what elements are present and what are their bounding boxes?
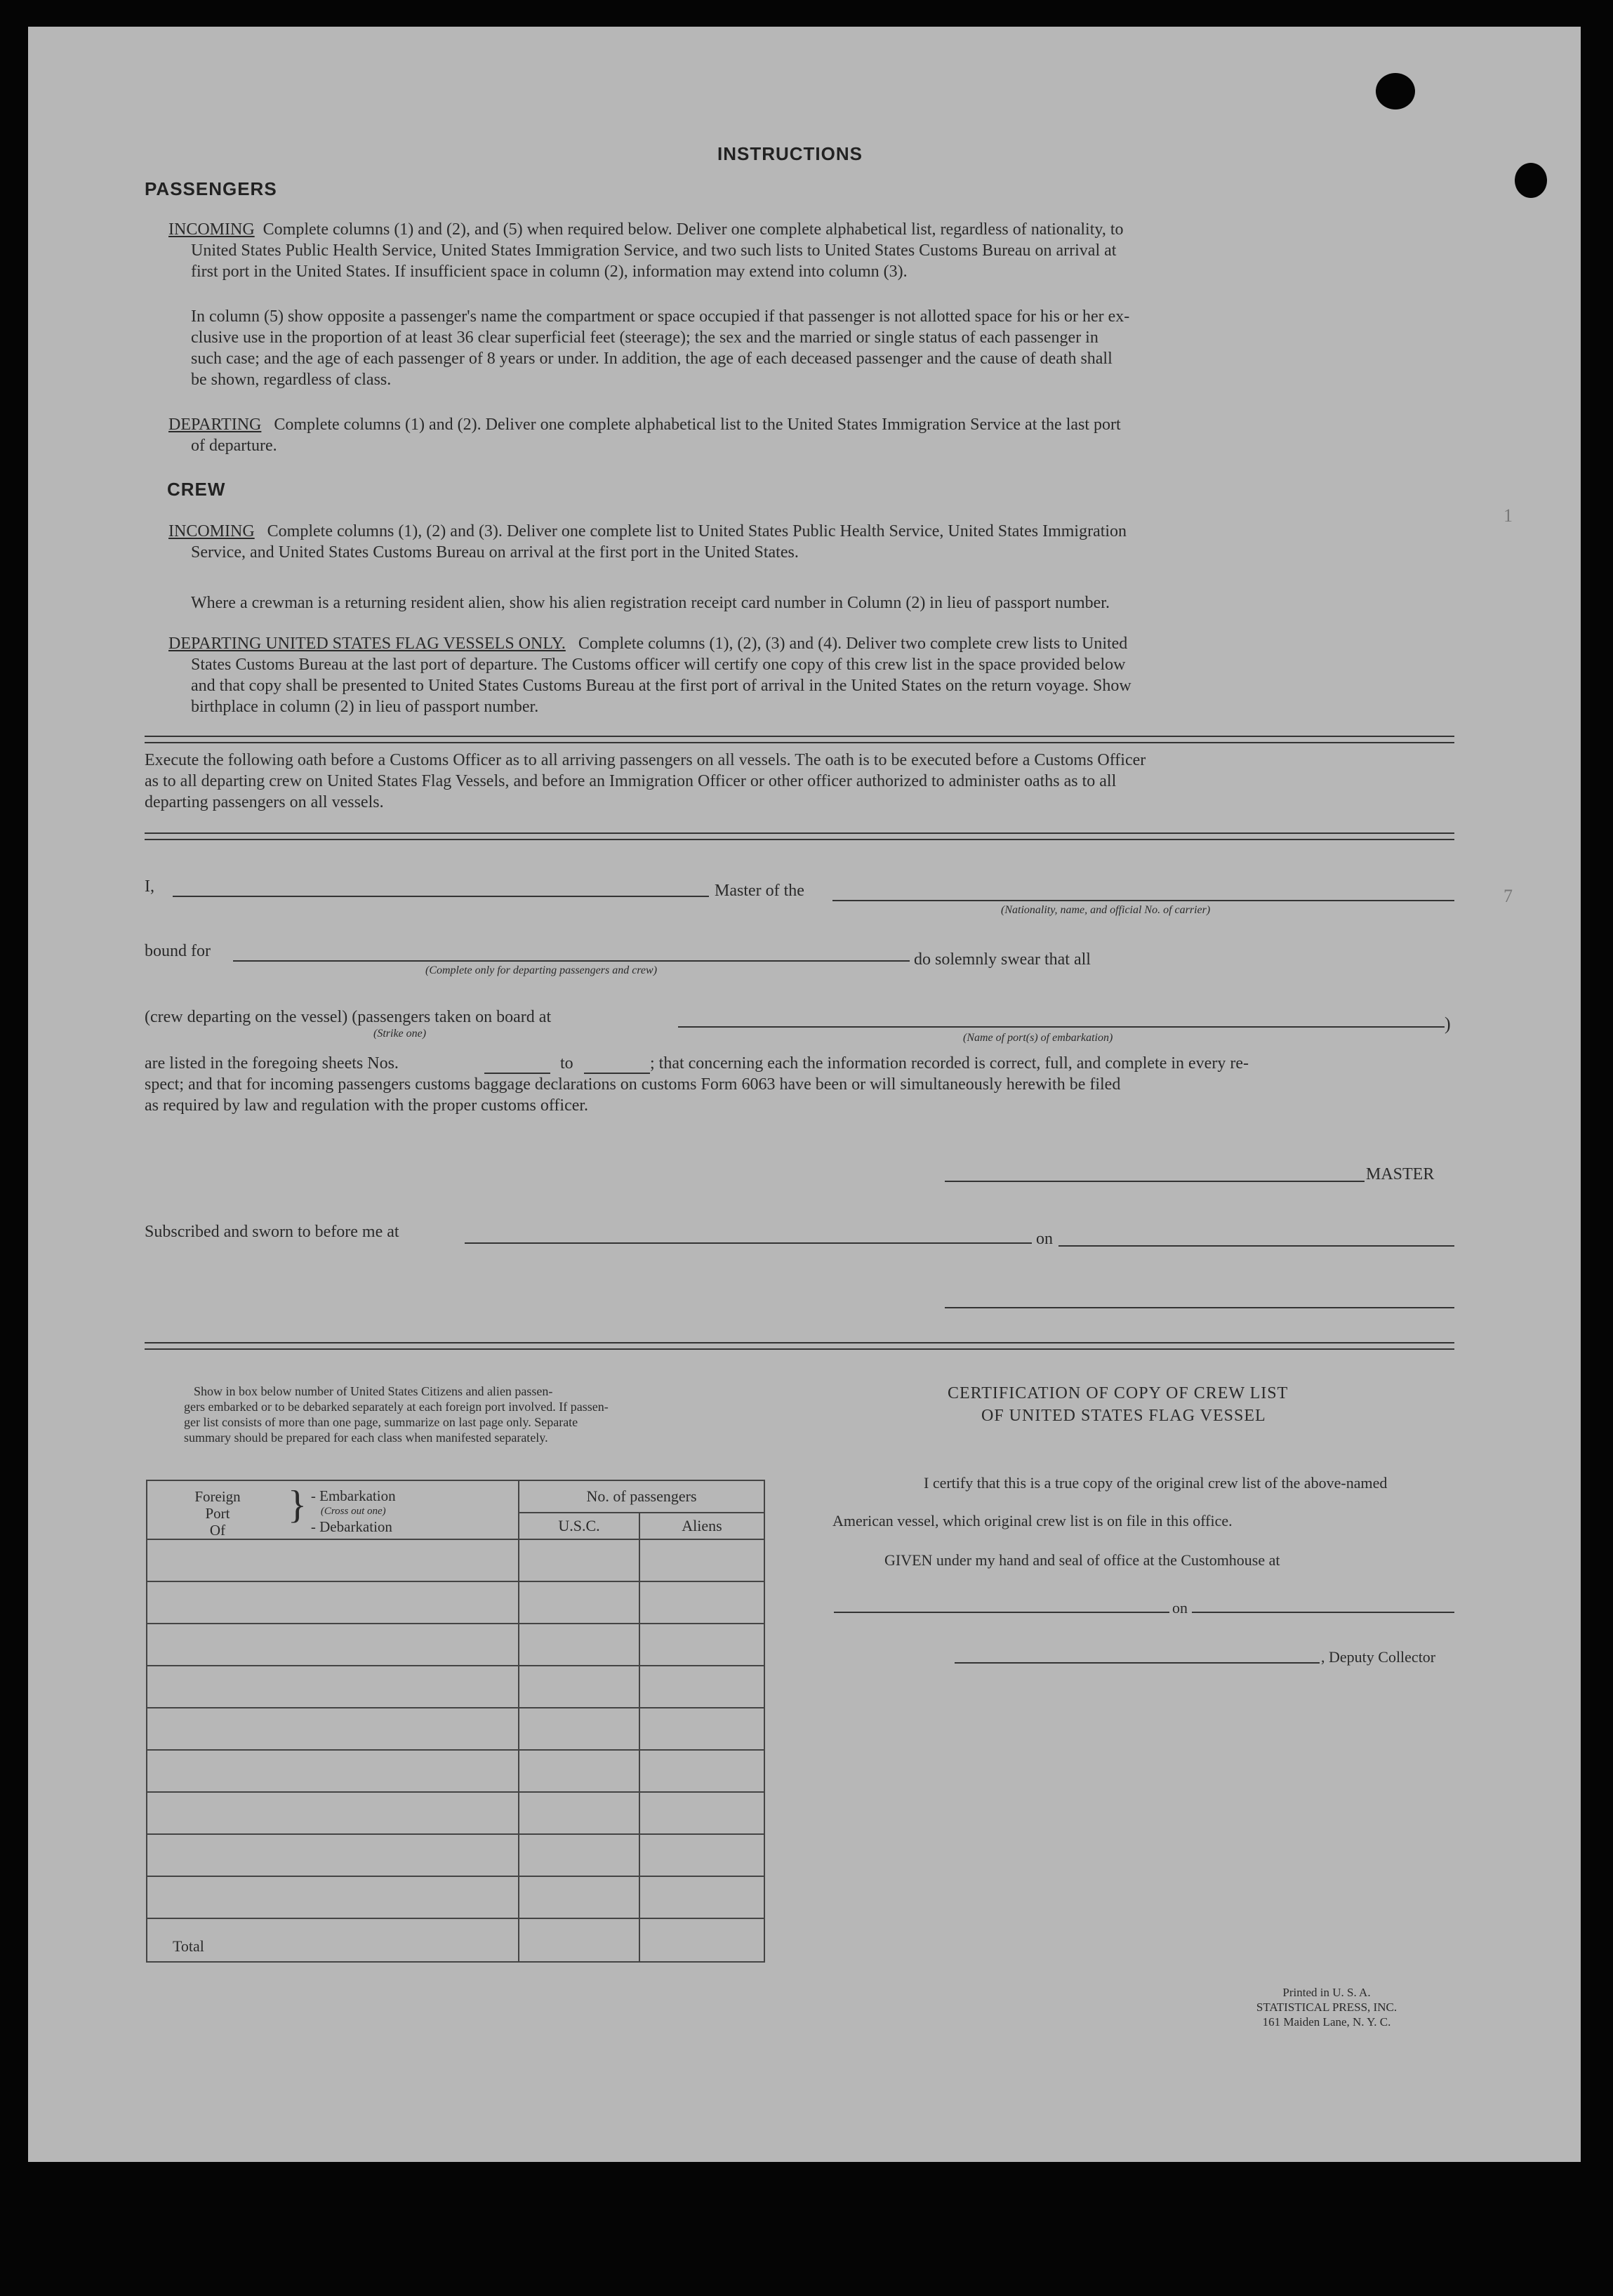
- certification-title-2: OF UNITED STATES FLAG VESSEL: [981, 1407, 1266, 1425]
- usc-cell[interactable]: [519, 1708, 639, 1750]
- port-cell[interactable]: [147, 1750, 519, 1792]
- passengers-incoming-label: INCOMING: [168, 220, 255, 239]
- listed-text-3: as required by law and regulation with the proper customs officer.: [145, 1096, 589, 1115]
- foreign-port-header: [147, 1480, 519, 1539]
- aliens-cell[interactable]: [639, 1708, 764, 1750]
- passengers-departing-label: DEPARTING: [168, 416, 262, 434]
- aliens-cell[interactable]: [639, 1834, 764, 1876]
- printer-imprint: [1221, 1985, 1432, 2029]
- bleed-mark: 1: [1504, 505, 1513, 526]
- crew-departing-section: [168, 635, 1127, 653]
- no-of-passengers-header: No. of passengers: [519, 1480, 764, 1513]
- aliens-cell[interactable]: [639, 1792, 764, 1834]
- bound-for-field[interactable]: [233, 960, 910, 962]
- bleed-mark: 7: [1504, 886, 1513, 906]
- usc-cell[interactable]: [519, 1834, 639, 1876]
- double-rule: [145, 1342, 1454, 1350]
- aliens-cell[interactable]: [639, 1666, 764, 1708]
- master-name-field[interactable]: [173, 896, 709, 897]
- certification-on-label: on: [1172, 1599, 1188, 1617]
- aliens-header: Aliens: [639, 1513, 764, 1539]
- column5-text-3: such case; and the age of each passenger of 8 years or under. In addition, the age of each deceased passenger and the cause of death shall: [191, 350, 1113, 368]
- listed-text-b: ; that concerning each the information recorded is correct, full, and complete in every re-: [650, 1054, 1249, 1073]
- embarkation-label: - Embarkation: [310, 1487, 396, 1504]
- listed-to-label: to: [560, 1054, 573, 1073]
- passengers-departing-section: [168, 416, 1121, 434]
- deputy-signature-field[interactable]: [955, 1662, 1320, 1664]
- crew-departing-label: DEPARTING UNITED STATES FLAG VESSELS ONLY.: [168, 635, 566, 653]
- certify-text-2: American vessel, which original crew list is on file in this office.: [832, 1512, 1233, 1529]
- subscribed-on-label: on: [1036, 1230, 1053, 1248]
- deputy-collector-label: , Deputy Collector: [1321, 1648, 1436, 1666]
- printer-line-2: STATISTICAL PRESS, INC.: [1256, 2000, 1398, 2014]
- column5-text-2: clusive use in the proportion of at least 36 clear superficial feet (steerage); the sex and the married or single status of each passenger in: [191, 329, 1098, 347]
- listed-text-a: are listed in the foregoing sheets Nos.: [145, 1054, 399, 1073]
- oath-intro-3: departing passengers on all vessels.: [145, 793, 384, 811]
- usc-cell[interactable]: [519, 1792, 639, 1834]
- crew-resident-text: Where a crewman is a returning resident alien, show his alien registration receipt card number in Column (2) in lieu of passport number.: [191, 594, 1110, 612]
- crew-incoming-text-2: Service, and United States Customs Bureau on arrival at the first port in the United States.: [191, 543, 799, 562]
- ports-field[interactable]: [678, 1026, 1445, 1028]
- punch-hole: [1376, 73, 1415, 110]
- usc-cell[interactable]: [519, 1876, 639, 1918]
- subscribed-label: Subscribed and sworn to before me at: [145, 1223, 399, 1241]
- of-label: Of: [209, 1522, 226, 1539]
- close-paren: ): [1445, 1014, 1451, 1034]
- crew-departing-text-2: States Customs Bureau at the last port of departure. The Customs officer will certify one copy of this crew list in the space provided below: [191, 656, 1126, 674]
- bound-for-label: bound for: [145, 942, 211, 960]
- summary-note-2: gers embarked or to be debarked separately at each foreign port involved. If passen-: [184, 1400, 609, 1414]
- crew-departing-text-4: birthplace in column (2) in lieu of passport number.: [191, 698, 539, 716]
- master-signature-field[interactable]: [945, 1181, 1365, 1182]
- summary-note-4: summary should be prepared for each class when manifested separately.: [184, 1431, 548, 1445]
- port-label: Port: [205, 1505, 230, 1522]
- port-cell[interactable]: [147, 1666, 519, 1708]
- port-cell[interactable]: [147, 1834, 519, 1876]
- carrier-caption: (Nationality, name, and official No. of carrier): [1001, 904, 1211, 916]
- aliens-cell[interactable]: [639, 1876, 764, 1918]
- master-of-the-label: Master of the: [715, 882, 804, 900]
- double-rule: [145, 832, 1454, 840]
- usc-cell[interactable]: [519, 1581, 639, 1624]
- customhouse-field[interactable]: [834, 1612, 1169, 1613]
- port-cell[interactable]: [147, 1539, 519, 1581]
- certification-title-1: CERTIFICATION OF COPY OF CREW LIST: [948, 1384, 1289, 1402]
- passengers-heading: PASSENGERS: [145, 178, 277, 199]
- printer-line-3: 161 Maiden Lane, N. Y. C.: [1262, 2015, 1391, 2029]
- certify-text-1: I certify that this is a true copy of the original crew list of the above-named: [924, 1474, 1388, 1492]
- crew-incoming-text-1: Complete columns (1), (2) and (3). Deliver one complete list to United States Public Health Service, United States Immigration: [267, 522, 1127, 540]
- sheet-from-field[interactable]: [484, 1073, 550, 1074]
- port-cell[interactable]: [147, 1624, 519, 1666]
- crew-departing-text-1: Complete columns (1), (2), (3) and (4). Deliver two complete crew lists to United: [578, 635, 1128, 653]
- oath-i-label: I,: [145, 877, 154, 896]
- total-label-cell: [147, 1918, 519, 1962]
- passengers-incoming-text-3: first port in the United States. If insufficient space in column (2), information may extend into column (3).: [191, 263, 908, 281]
- given-text: GIVEN under my hand and seal of office at the Customhouse at: [884, 1551, 1280, 1569]
- column5-text-1: In column (5) show opposite a passenger's name the compartment or space occupied if that passenger is not allotted space for his or her ex-: [191, 307, 1130, 326]
- oath-intro-1: Execute the following oath before a Customs Officer as to all arriving passengers on all vessels. The oath is to be executed before a Customs Officer: [145, 751, 1146, 769]
- port-cell[interactable]: [147, 1876, 519, 1918]
- printer-line-1: Printed in U. S. A.: [1282, 1986, 1371, 1999]
- port-cell[interactable]: [147, 1581, 519, 1624]
- column5-text-4: be shown, regardless of class.: [191, 371, 392, 389]
- summary-note-1: Show in box below number of United States Citizens and alien passen-: [194, 1384, 553, 1398]
- aliens-cell[interactable]: [639, 1581, 764, 1624]
- crew-incoming-label: INCOMING: [168, 522, 255, 540]
- debarkation-label: - Debarkation: [310, 1518, 392, 1535]
- port-cell[interactable]: [147, 1708, 519, 1750]
- usc-cell[interactable]: [519, 1624, 639, 1666]
- brace-icon: }: [288, 1483, 307, 1527]
- passenger-summary-table: [146, 1480, 765, 1963]
- usc-cell[interactable]: [519, 1750, 639, 1792]
- subscribed-date-field[interactable]: [1058, 1245, 1454, 1247]
- crew-heading: CREW: [167, 479, 226, 500]
- carrier-field[interactable]: [832, 900, 1454, 901]
- officer-signature-field[interactable]: [945, 1307, 1454, 1308]
- passengers-incoming-text-1: Complete columns (1) and (2), and (5) when required below. Deliver one complete alphabetical list, regardless of nationality, to: [263, 220, 1124, 239]
- usc-header: U.S.C.: [519, 1513, 639, 1539]
- certification-date-field[interactable]: [1192, 1612, 1454, 1613]
- punch-hole: [1515, 163, 1547, 198]
- crew-incoming-section: [168, 522, 1127, 541]
- port-cell[interactable]: [147, 1792, 519, 1834]
- total-usc-cell[interactable]: [519, 1918, 639, 1962]
- usc-cell[interactable]: [519, 1666, 639, 1708]
- ports-caption: (Name of port(s) of embarkation): [963, 1032, 1113, 1044]
- passengers-departing-text-1: Complete columns (1) and (2). Deliver one complete alphabetical list to the United States Immigration Service at the last port: [274, 416, 1121, 434]
- crew-departing-text-3: and that copy shall be presented to United States Customs Bureau at the first port of arrival in the United States on the return voyage. Show: [191, 677, 1131, 695]
- cross-out-caption: (Cross out one): [320, 1506, 386, 1517]
- swear-text: do solemnly swear that all: [914, 950, 1091, 969]
- listed-text-2: spect; and that for incoming passengers customs baggage declarations on customs Form 6063 have been or will simultaneously herewith be filed: [145, 1075, 1121, 1094]
- passengers-incoming-section: [168, 220, 1124, 239]
- strike-one-caption: (Strike one): [373, 1028, 427, 1040]
- double-rule: [145, 736, 1454, 743]
- passengers-incoming-text-2: United States Public Health Service, United States Immigration Service, and two such lists to United States Customs Bureau on arrival at: [191, 241, 1117, 260]
- bound-caption: (Complete only for departing passengers and crew): [425, 964, 658, 976]
- oath-intro-2: as to all departing crew on United States Flag Vessels, and before an Immigration Officer or other officer authorized to administer oaths as to all: [145, 772, 1117, 790]
- master-label: MASTER: [1366, 1165, 1435, 1183]
- crew-departing-oath: (crew departing on the vessel) (passengers taken on board at: [145, 1008, 552, 1026]
- aliens-cell[interactable]: [639, 1750, 764, 1792]
- summary-note-3: ger list consists of more than one page, summarize on last page only. Separate: [184, 1415, 578, 1429]
- passengers-departing-text-2: of departure.: [191, 437, 277, 455]
- page-title: INSTRUCTIONS: [717, 143, 863, 164]
- usc-cell[interactable]: [519, 1539, 639, 1581]
- sheet-to-field[interactable]: [584, 1073, 650, 1074]
- total-label: Total: [173, 1937, 204, 1955]
- foreign-label: Foreign: [194, 1488, 241, 1505]
- aliens-cell[interactable]: [639, 1539, 764, 1581]
- total-aliens-cell[interactable]: [639, 1918, 764, 1962]
- aliens-cell[interactable]: [639, 1624, 764, 1666]
- subscribed-place-field[interactable]: [465, 1242, 1032, 1244]
